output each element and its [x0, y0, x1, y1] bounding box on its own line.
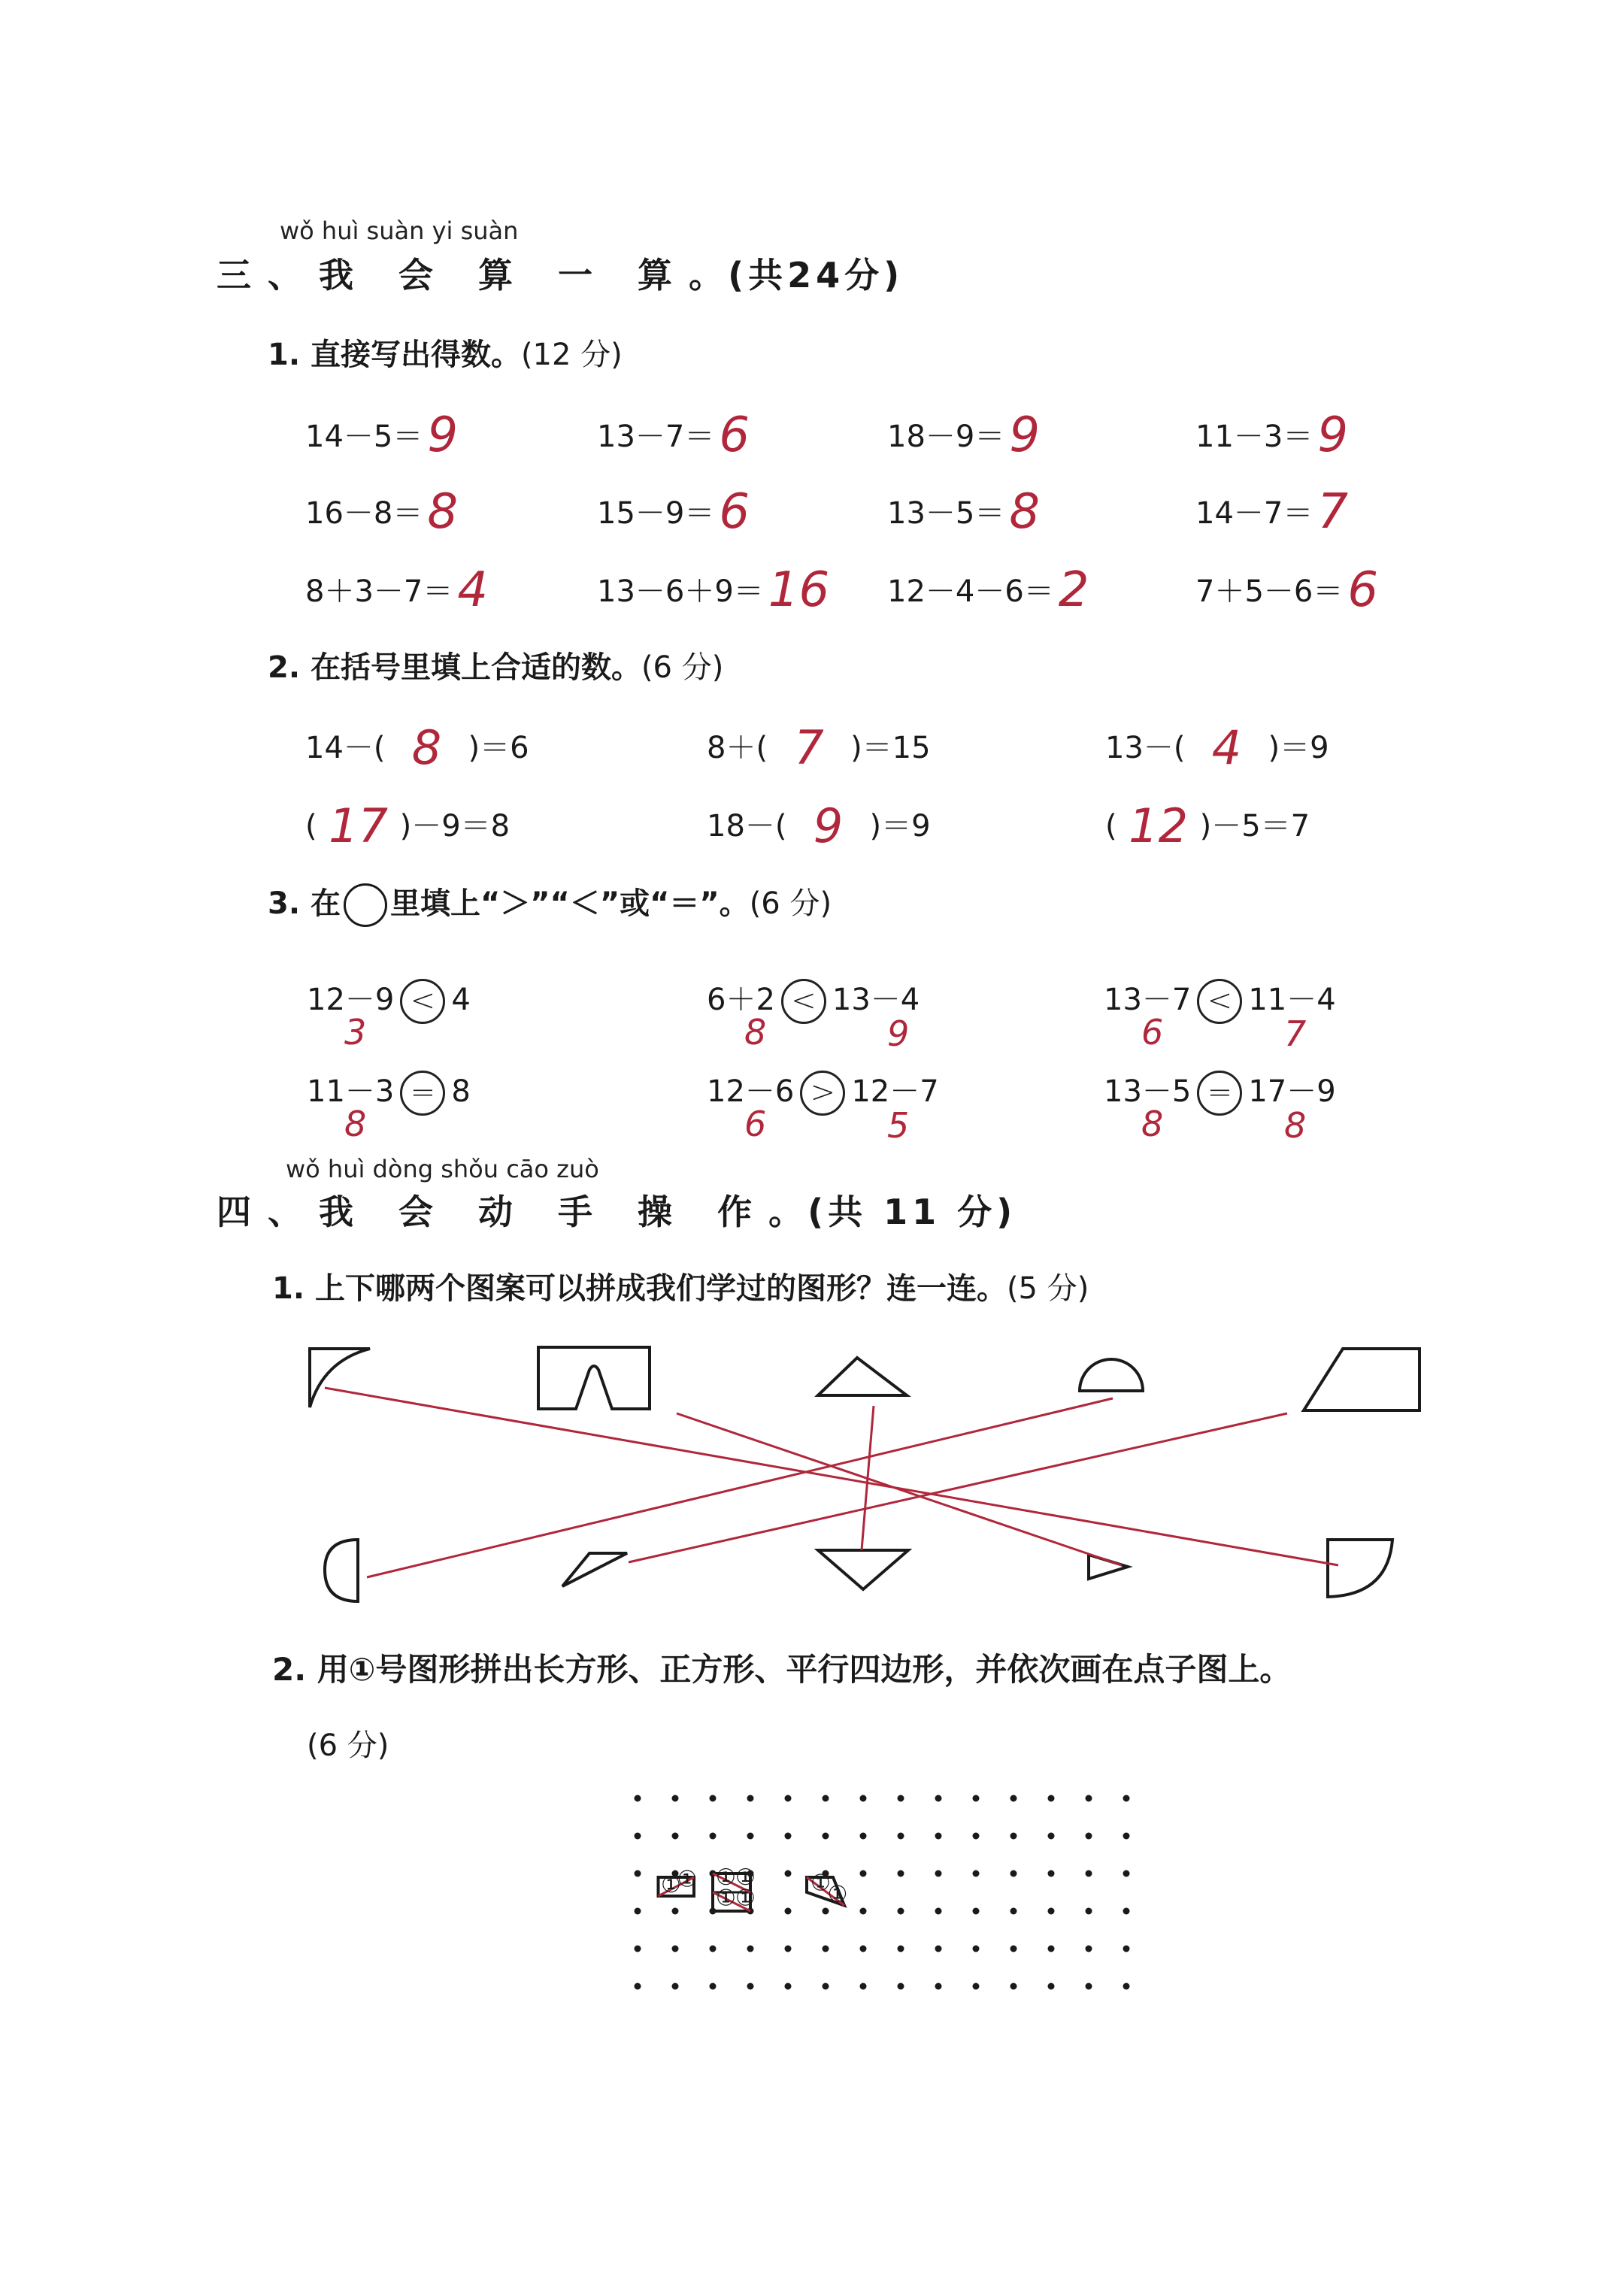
fill-blank-prefix: 8＋(: [707, 731, 768, 765]
square-piece-label: ①: [716, 1885, 736, 1912]
grid-dot: [860, 1946, 867, 1952]
compare-circle[interactable]: <: [400, 979, 445, 1024]
fill-blank-suffix: )＝9: [1268, 731, 1329, 765]
grid-dot: [1123, 1946, 1130, 1952]
compare-left: 12－9: [307, 983, 395, 1017]
parallelogram-piece-label: ①: [810, 1870, 831, 1897]
rectangle-piece-label: ①: [677, 1866, 698, 1893]
compare-circle[interactable]: <: [1197, 979, 1242, 1024]
grid-dot: [898, 1795, 904, 1802]
grid-dot: [710, 1833, 717, 1840]
calc-answer[interactable]: 8: [1009, 484, 1041, 540]
calc-answer[interactable]: 9: [1317, 407, 1349, 463]
calc-expression: 7＋5－6＝: [1195, 574, 1344, 609]
fill-blank-answer[interactable]: 4: [1211, 720, 1242, 775]
grid-dot: [672, 1946, 679, 1952]
grid-dot: [1048, 1946, 1055, 1952]
fill-blank-answer[interactable]: 12: [1129, 798, 1189, 853]
calc-expression: 15－9＝: [597, 496, 715, 531]
calc-answer[interactable]: 2: [1058, 562, 1089, 618]
calc-expression: 13－6＋9＝: [597, 574, 764, 609]
grid-dot: [1086, 1870, 1092, 1877]
fill-blank-suffix: )－5＝7: [1199, 809, 1310, 844]
fill-blank-suffix: )＝6: [468, 731, 529, 765]
grid-dot: [1086, 1946, 1092, 1952]
calc-expression: 13－5＝: [887, 496, 1005, 531]
parallelogram-piece-label: ①: [827, 1881, 848, 1908]
grid-dot: [973, 1946, 980, 1952]
compare-left: 12－6: [707, 1074, 795, 1109]
calc-answer[interactable]: 16: [768, 562, 830, 618]
grid-dot: [860, 1795, 867, 1802]
grid-dot: [1123, 1833, 1130, 1840]
q3-3-points: (6 分): [749, 886, 832, 921]
grid-dot: [823, 1946, 829, 1952]
compare-left: 6＋2: [707, 983, 775, 1017]
q3-3-title-b: 里填上“＞”“＜”或“＝”。: [389, 886, 750, 921]
fill-blank-answer[interactable]: 9: [813, 798, 844, 853]
grid-dot: [747, 1946, 754, 1952]
compare-right: 11－4: [1248, 983, 1336, 1017]
calc-answer[interactable]: 4: [457, 562, 489, 618]
calc-expression: 11－3＝: [1195, 420, 1313, 454]
grid-dot: [635, 1983, 641, 1990]
compare-right: 13－4: [832, 983, 920, 1017]
fill-blank-prefix: (: [1105, 809, 1117, 844]
calc-expression: 14－7＝: [1195, 496, 1313, 531]
section4-pinyin: wǒ huì dòng shǒu cāo zuò: [286, 1155, 599, 1183]
grid-dot: [1010, 1983, 1017, 1990]
section3-pinyin: wǒ huì suàn yi suàn: [280, 217, 519, 245]
q3-1-title-text: 1. 直接写出得数。: [268, 338, 521, 372]
grid-dot: [973, 1870, 980, 1877]
grid-dot: [785, 1946, 792, 1952]
grid-dot: [785, 1870, 792, 1877]
q3-2-title-text: 2. 在括号里填上合适的数。: [268, 650, 641, 685]
grid-dot: [1048, 1908, 1055, 1915]
q4-1-title-text: 1. 上下哪两个图案可以拼成我们学过的图形？连一连。: [272, 1271, 1007, 1306]
grid-dot: [860, 1908, 867, 1915]
fill-blank-suffix: )＝15: [850, 731, 931, 765]
square-piece-label: ①: [716, 1864, 736, 1891]
fill-blank-answer[interactable]: 8: [411, 720, 442, 775]
grid-dot: [785, 1795, 792, 1802]
grid-dot: [935, 1908, 942, 1915]
grid-dot: [1086, 1795, 1092, 1802]
grid-dot: [823, 1908, 829, 1915]
compare-right: 12－7: [851, 1074, 939, 1109]
calc-answer[interactable]: 6: [719, 484, 750, 540]
grid-dot: [898, 1870, 904, 1877]
compare-work-left: 8: [1141, 1104, 1164, 1144]
compare-right: 8: [451, 1074, 471, 1109]
grid-dot: [1048, 1870, 1055, 1877]
grid-dot: [672, 1795, 679, 1802]
calc-answer[interactable]: 7: [1317, 484, 1349, 540]
grid-dot: [935, 1870, 942, 1877]
grid-dot: [1010, 1870, 1017, 1877]
fill-blank-prefix: 13－(: [1105, 731, 1186, 765]
grid-dot: [935, 1833, 942, 1840]
grid-dot: [635, 1908, 641, 1915]
grid-dot: [747, 1833, 754, 1840]
calc-answer[interactable]: 6: [1347, 562, 1379, 618]
grid-dot: [898, 1946, 904, 1952]
section3-title-main: 三、我 会 算 一 算: [217, 255, 689, 295]
calc-answer[interactable]: 6: [719, 407, 750, 463]
grid-dot: [973, 1983, 980, 1990]
grid-dot: [935, 1946, 942, 1952]
grid-dot: [672, 1983, 679, 1990]
grid-dot: [710, 1983, 717, 1990]
grid-dot: [710, 1795, 717, 1802]
section4-title-points: 。(共 11 分): [768, 1192, 1017, 1232]
compare-right: 17－9: [1248, 1074, 1336, 1109]
grid-dot: [898, 1833, 904, 1840]
rectangle-piece-label: ①: [661, 1872, 681, 1898]
grid-dot: [1010, 1946, 1017, 1952]
grid-dot: [1048, 1983, 1055, 1990]
grid-dot: [1123, 1870, 1130, 1877]
grid-dot: [1086, 1983, 1092, 1990]
grid-dot: [1048, 1833, 1055, 1840]
q4-1-points: (5 分): [1006, 1271, 1089, 1306]
grid-dot: [973, 1908, 980, 1915]
compare-work-right: 8: [1284, 1105, 1307, 1146]
section4-title-main: 四、我 会 动 手 操 作: [217, 1192, 769, 1232]
fill-blank-suffix: )＝9: [869, 809, 931, 844]
grid-dot: [747, 1795, 754, 1802]
grid-dot: [1123, 1908, 1130, 1915]
grid-dot: [635, 1870, 641, 1877]
grid-dot: [710, 1946, 717, 1952]
grid-dot: [935, 1983, 942, 1990]
grid-dot: [1010, 1833, 1017, 1840]
calc-expression: 8＋3－7＝: [305, 574, 453, 609]
grid-dot: [823, 1983, 829, 1990]
grid-dot: [672, 1833, 679, 1840]
compare-left: 13－5: [1104, 1074, 1192, 1109]
grid-dot: [1123, 1795, 1130, 1802]
compare-work-left: 8: [744, 1012, 767, 1053]
grid-dot: [1010, 1795, 1017, 1802]
grid-dot: [785, 1983, 792, 1990]
grid-dot: [860, 1983, 867, 1990]
grid-dot: [785, 1908, 792, 1915]
grid-dot: [823, 1833, 829, 1840]
grid-dot: [823, 1795, 829, 1802]
compare-circle[interactable]: <: [781, 979, 826, 1024]
grid-dot: [635, 1795, 641, 1802]
compare-work-left: 3: [344, 1012, 367, 1053]
grid-dot: [747, 1983, 754, 1990]
compare-work-right: 7: [1284, 1013, 1307, 1054]
fill-blank-prefix: 18－(: [707, 809, 787, 844]
calc-expression: 18－9＝: [887, 420, 1005, 454]
grid-dot: [1086, 1908, 1092, 1915]
compare-work-left: 6: [1141, 1012, 1164, 1053]
q3-1-points: (12 分): [520, 338, 623, 372]
grid-dot: [635, 1946, 641, 1952]
compare-work-left: 8: [344, 1104, 367, 1144]
q4-2-title: 2. 用①号图形拼出长方形、正方形、平行四边形，并依次画在点子图上。: [272, 1651, 1292, 1688]
compare-circle[interactable]: >: [800, 1071, 845, 1116]
q3-3-title-a: 3. 在: [268, 886, 341, 921]
section3-title-points: 。(共24分): [689, 255, 904, 295]
calc-expression: 16－8＝: [305, 496, 423, 531]
compare-right: 4: [451, 983, 471, 1017]
calc-answer[interactable]: 9: [427, 407, 459, 463]
square-piece-label: ①: [735, 1864, 756, 1891]
grid-dot: [860, 1870, 867, 1877]
compare-left: 11－3: [307, 1074, 395, 1109]
grid-dot: [1010, 1908, 1017, 1915]
compare-work-right: 5: [887, 1105, 910, 1146]
compare-circle[interactable]: =: [1197, 1071, 1242, 1116]
grid-dot: [860, 1833, 867, 1840]
fill-blank-prefix: (: [305, 809, 317, 844]
grid-dot: [898, 1908, 904, 1915]
grid-dot: [785, 1833, 792, 1840]
grid-dot: [1048, 1795, 1055, 1802]
fill-blank-suffix: )－9＝8: [399, 809, 511, 844]
grid-dot: [1123, 1983, 1130, 1990]
compare-work-left: 6: [744, 1104, 767, 1144]
calc-answer[interactable]: 8: [427, 484, 459, 540]
calc-expression: 12－4－6＝: [887, 574, 1054, 609]
fill-blank-prefix: 14－(: [305, 731, 386, 765]
grid-dot: [1086, 1833, 1092, 1840]
grid-dot: [898, 1983, 904, 1990]
fill-blank-answer[interactable]: 7: [794, 720, 824, 775]
q4-2-points-text: (6 分): [307, 1728, 389, 1763]
grid-dot: [635, 1833, 641, 1840]
compare-circle[interactable]: =: [400, 1071, 445, 1116]
fill-blank-answer[interactable]: 17: [329, 798, 389, 853]
calc-answer[interactable]: 9: [1009, 407, 1041, 463]
compare-work-right: 9: [887, 1013, 910, 1054]
calc-expression: 14－5＝: [305, 420, 423, 454]
calc-expression: 13－7＝: [597, 420, 715, 454]
grid-dot: [935, 1795, 942, 1802]
square-piece-label: ①: [735, 1885, 756, 1912]
q3-2-points: (6 分): [641, 650, 724, 685]
grid-dot: [973, 1795, 980, 1802]
grid-dot: [672, 1908, 679, 1915]
compare-left: 13－7: [1104, 983, 1192, 1017]
grid-dot: [973, 1833, 980, 1840]
